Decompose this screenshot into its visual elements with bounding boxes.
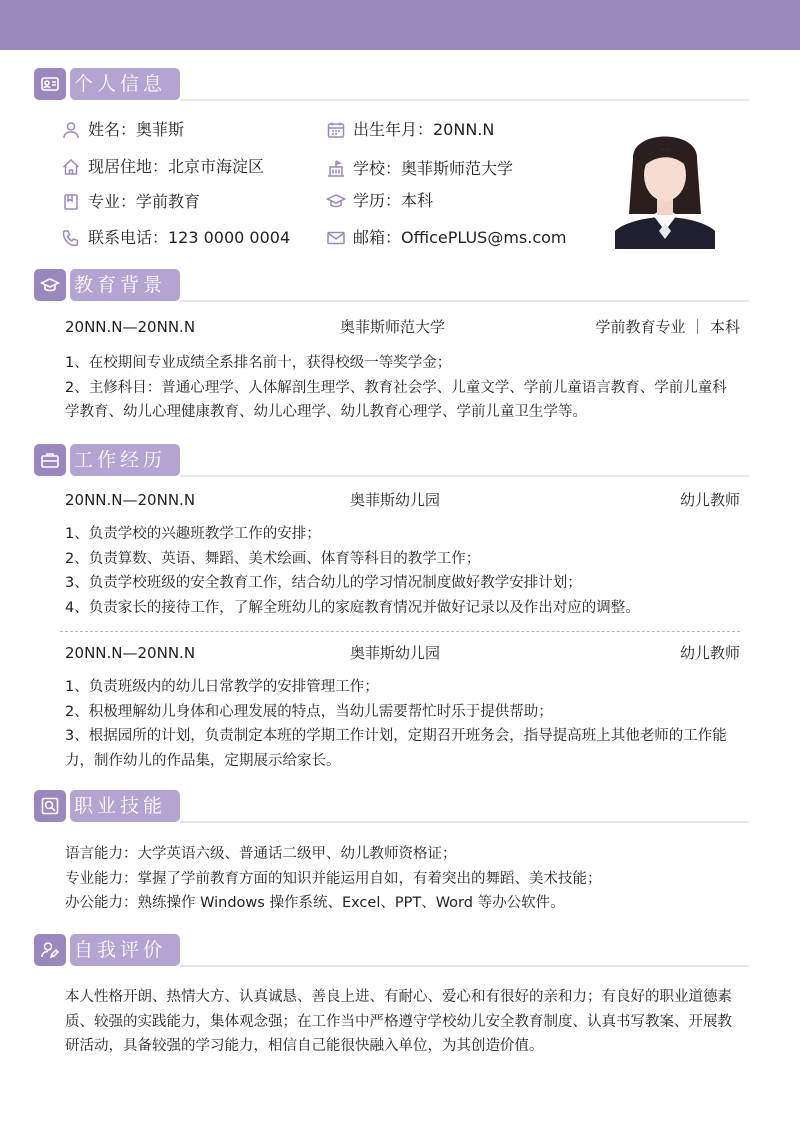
- education-school: 奥菲斯师范大学: [340, 318, 446, 336]
- info-school: 学校：奥菲斯师范大学: [325, 157, 513, 181]
- list-item: 办公能力：熟练操作 Windows 操作系统、Excel、PPT、Word 等办公软件。: [65, 895, 565, 911]
- section-header-personal: [34, 68, 749, 104]
- section-header-self: [34, 934, 749, 970]
- list-item: 1、在校期间专业成绩全系排名前十，获得校级一等奖学金；: [65, 355, 452, 371]
- work-period: 20NN.N—20NN.N: [65, 644, 196, 662]
- list-item: 3、负责学校班级的安全教育工作，结合幼儿的学习情况制度做好教学安排计划；: [65, 575, 582, 591]
- home-icon: [60, 156, 82, 178]
- info-email: 邮箱：OfficePLUS@ms.com: [325, 226, 567, 250]
- list-item: 1、负责班级内的幼儿日常教学的安排管理工作；: [65, 679, 379, 695]
- list-item: 语言能力：大学英语六级、普通话二级甲、幼儿教师资格证；: [65, 846, 457, 862]
- info-birth: 出生年月：20NN.N: [325, 118, 494, 142]
- section-title: 个人信息: [74, 73, 167, 95]
- section-title: 工作经历: [74, 449, 167, 471]
- work-role: 幼儿教师: [679, 491, 740, 509]
- list-item: 专业能力：掌握了学前教育方面的知识并能运用自如，有着突出的舞蹈、美术技能；: [65, 870, 602, 887]
- info-major: 专业：学前教育: [60, 190, 200, 214]
- magnifier-icon: [34, 790, 66, 822]
- work-entry-header: [65, 488, 740, 512]
- section-header-skills: [34, 790, 749, 826]
- briefcase-icon: [34, 444, 66, 476]
- divider: [60, 631, 740, 632]
- section-header-education: [34, 269, 749, 305]
- calendar-icon: [325, 119, 347, 141]
- graduation-cap-icon: [325, 190, 347, 212]
- section-title: 自我评价: [74, 939, 167, 961]
- list-item: 2、主修科目：普通心理学、人体解剖生理学、教育社会学、儿童文学、学前儿童语言教育、学前儿童科学教育、幼儿心理健康教育、幼儿心理学、幼儿教育心理学、学前儿童卫生学等。: [65, 379, 727, 420]
- section-title: 职业技能: [74, 795, 167, 817]
- info-phone: 联系电话：123 0000 0004: [60, 226, 290, 250]
- work-period: 20NN.N—20NN.N: [65, 491, 196, 509]
- work-details: [65, 522, 740, 620]
- paragraph: 本人性格开朗、热情大方、认真诚恳、善良上进、有耐心、爱心和有很好的亲和力；有良好的职业道德素质、较强的实践能力，集体观念强；在工作当中严格遵守学校幼儿安全教育制度、认真书写教案、开展教研活动，具备较强的学习能力，相信自己能很快融入单位，为其创造价值。: [65, 989, 732, 1054]
- education-period: 20NN.N—20NN.N: [65, 318, 196, 336]
- building-icon: [325, 158, 347, 180]
- list-item: 4、负责家长的接待工作，了解全班幼儿的家庭教育情况并做好记录以及作出对应的调整。: [65, 599, 640, 616]
- work-entry-header: [65, 641, 740, 665]
- skills-details: [65, 842, 740, 916]
- list-item: 2、负责算数、英语、舞蹈、美术绘画、体育等科目的教学工作；: [65, 550, 481, 567]
- info-degree: 学历：本科: [325, 189, 433, 213]
- list-item: 3、根据园所的计划，负责制定本班的学期工作计划，定期召开班务会，指导提高班上其他老师的工作能力，制作幼儿的作品集，定期展示给家长。: [65, 728, 727, 769]
- person-icon: [60, 119, 82, 141]
- section-title: 教育背景: [74, 274, 167, 296]
- user-edit-icon: [34, 934, 66, 966]
- education-major: 学前教育专业 ｜ 本科: [595, 318, 740, 336]
- list-item: 2、积极理解幼儿身体和心理发展的特点，当幼儿需要帮忙时乐于提供帮助；: [65, 703, 553, 720]
- mail-icon: [325, 227, 347, 249]
- top-banner: [0, 0, 800, 50]
- work-details: [65, 675, 740, 773]
- section-header-work: [34, 444, 749, 480]
- self-evaluation: [65, 985, 740, 1059]
- education-details: [65, 351, 740, 425]
- info-name: 姓名：奥菲斯: [60, 118, 184, 142]
- profile-photo: [615, 119, 715, 249]
- book-icon: [60, 191, 82, 213]
- id-card-icon: [34, 68, 66, 100]
- phone-icon: [60, 227, 82, 249]
- graduation-cap-icon: [34, 269, 66, 301]
- work-org: 奥菲斯幼儿园: [350, 644, 441, 662]
- list-item: 1、负责学校的兴趣班教学工作的安排；: [65, 526, 321, 542]
- info-residence: 现居住地：北京市海淀区: [60, 155, 264, 179]
- work-role: 幼儿教师: [679, 644, 740, 662]
- education-entry-header: [65, 315, 740, 339]
- work-org: 奥菲斯幼儿园: [350, 491, 441, 509]
